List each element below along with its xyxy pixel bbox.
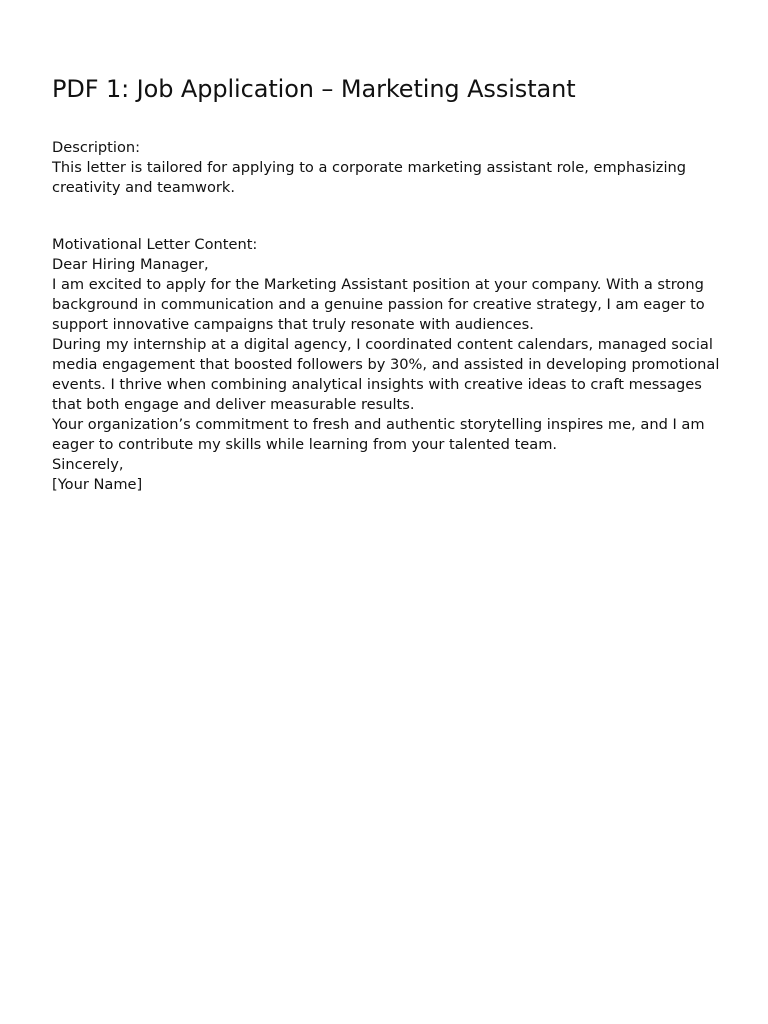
paragraph-2-line: that both engage and deliver measurable results.: [52, 396, 415, 413]
letter-signature: [Your Name]: [52, 476, 143, 493]
letter-label: Motivational Letter Content:: [52, 236, 258, 253]
description-line: This letter is tailored for applying to a corporate marketing assistant role, emphasizing: [52, 159, 687, 176]
paragraph-2-line: events. I thrive when combining analytical insights with creative ideas to craft messages: [52, 376, 702, 393]
paragraph-1-line: support innovative campaigns that truly resonate with audiences.: [52, 316, 534, 333]
paragraph-2-line: During my internship at a digital agency, I coordinated content calendars, managed social: [52, 336, 713, 353]
paragraph-1-line: I am excited to apply for the Marketing Assistant position at your company. With a strong: [52, 276, 704, 293]
paragraph-3-line: eager to contribute my skills while learning from your talented team.: [52, 436, 558, 453]
letter-section: [52, 235, 724, 495]
description-label: Description:: [52, 139, 141, 156]
letter-closing: Sincerely,: [52, 456, 124, 473]
letter-salutation: Dear Hiring Manager,: [52, 256, 209, 273]
description-line: creativity and teamwork.: [52, 179, 235, 196]
description-section: [52, 138, 724, 198]
document-title: PDF 1: Job Application – Marketing Assistant: [52, 75, 576, 103]
paragraph-3-line: Your organization’s commitment to fresh and authentic storytelling inspires me, and I am: [52, 416, 705, 433]
paragraph-1-line: background in communication and a genuine passion for creative strategy, I am eager to: [52, 296, 705, 313]
paragraph-2-line: media engagement that boosted followers by 30%, and assisted in developing promotional: [52, 356, 720, 373]
